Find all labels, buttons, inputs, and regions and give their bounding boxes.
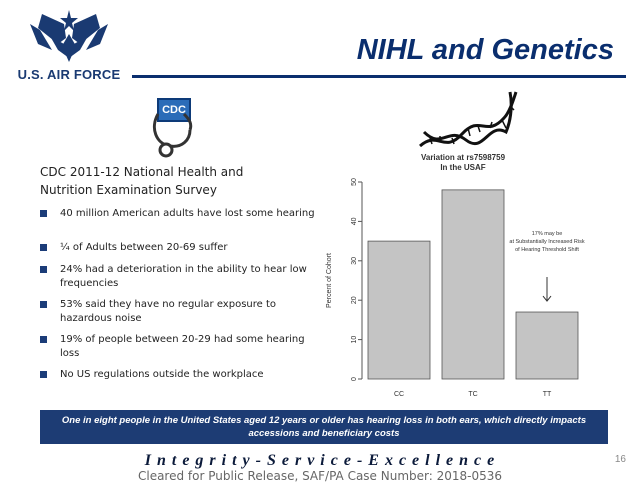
bar-tt xyxy=(516,312,578,379)
y-axis xyxy=(351,178,362,381)
clearance-notice: Cleared for Public Release, SAF/PA Case Number: 2018-0536 xyxy=(137,469,503,483)
motto: I n t e g r i t y - S e r v i c e - E x c e l l e n c e xyxy=(144,452,496,469)
x-tick-label: TT xyxy=(542,391,552,398)
bullet-item: 40 million American adults have lost some hearing xyxy=(40,207,315,241)
annotation-text: 17% may be at Substantially Increased Risk of Hearing Threshold Shift xyxy=(509,231,585,253)
cdc-badge-icon: CDC xyxy=(157,98,191,122)
x-tick-label: TC xyxy=(468,391,478,398)
logo-wordmark: U.S. AIR FORCE xyxy=(17,67,121,82)
x-axis xyxy=(394,391,552,398)
dna-helix-icon xyxy=(418,88,518,154)
page-title: NIHL and Genetics xyxy=(356,34,614,66)
y-axis-label: Percent of Cohort xyxy=(326,253,333,308)
bullet-item: No US regulations outside the workplace xyxy=(40,368,315,384)
title-divider xyxy=(132,75,626,78)
page-number: 16 xyxy=(614,454,626,465)
bullet-item: 19% of people between 20-29 had some hearing loss xyxy=(40,333,315,368)
bar-tc xyxy=(442,190,504,379)
y-tick-label: 40 xyxy=(350,217,358,226)
bullet-item: 24% had a deterioration in the ability to hear low frequencies xyxy=(40,263,315,298)
bar-cc xyxy=(368,241,430,379)
x-tick-label: CC xyxy=(393,391,405,398)
survey-heading: CDC 2011-12 National Health and Nutrition Examination Survey xyxy=(40,165,244,197)
bullet-item: 53% said they have no regular exposure to hazardous noise xyxy=(40,298,315,333)
risk-annotation xyxy=(509,231,584,301)
bullet-list xyxy=(40,207,315,384)
y-tick-label: 0 xyxy=(350,377,358,381)
chart-title: Variation at rs7598759 In the USAF xyxy=(420,153,506,172)
hearing-loss-banner: One in eight people in the United States aged 12 years or older has hearing loss in both ears, which directly impacts accessions and beneficiary costs xyxy=(40,410,608,444)
y-tick-label: 50 xyxy=(350,178,358,186)
stethoscope-icon xyxy=(146,110,196,158)
y-tick-label: 20 xyxy=(350,296,358,305)
y-tick-label: 30 xyxy=(350,256,358,265)
genotype-bar-chart xyxy=(318,148,638,410)
y-tick-label: 10 xyxy=(350,335,358,344)
bullet-item: ¼ of Adults between 20-69 suffer xyxy=(40,241,315,263)
